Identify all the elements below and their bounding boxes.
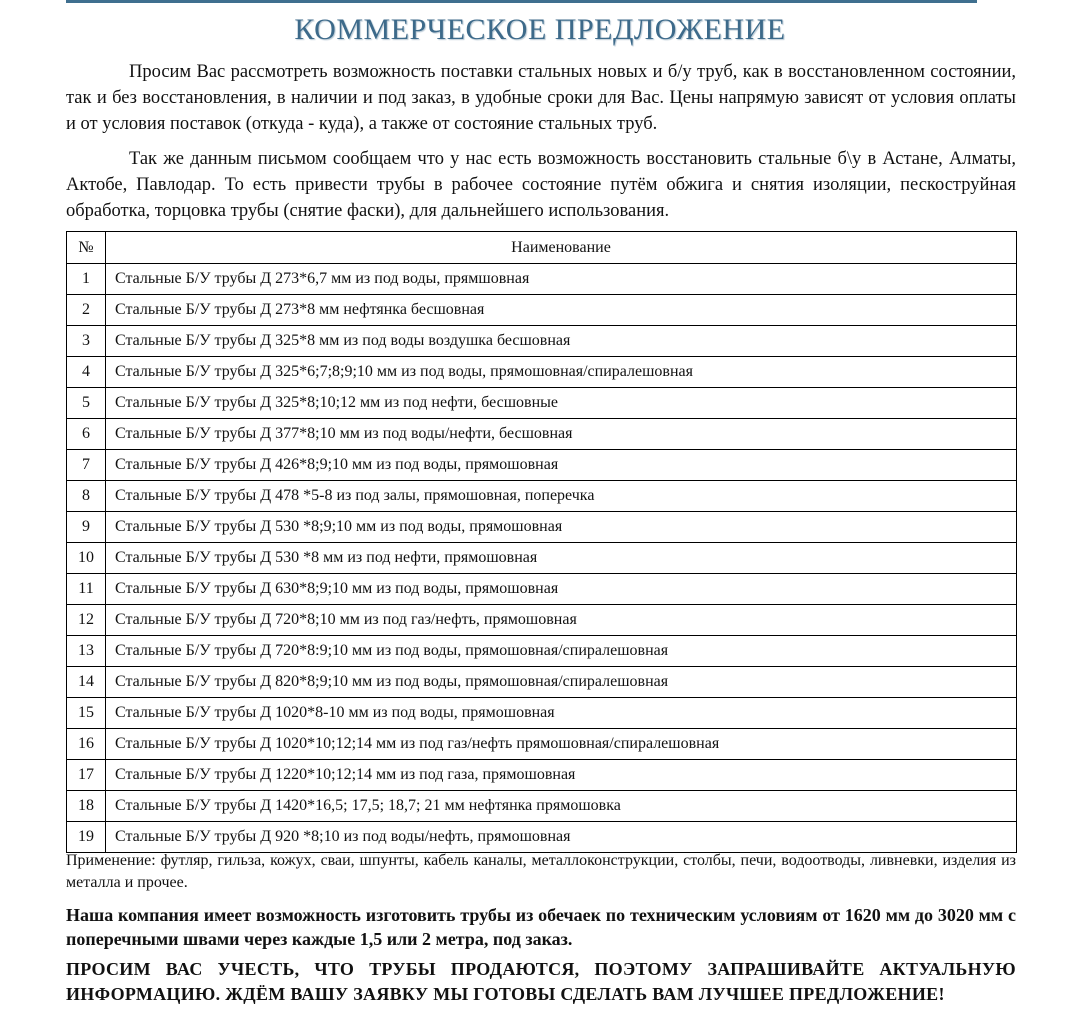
table-row — [67, 791, 1017, 822]
table-row — [67, 419, 1017, 450]
table-row — [67, 481, 1017, 512]
row-name: Стальные Б/У трубы Д 1420*16,5; 17,5; 18,7; 21 мм нефтянка прямошовка — [106, 791, 1017, 822]
row-number: 18 — [67, 791, 106, 822]
table-row — [67, 543, 1017, 574]
table-header-row — [67, 232, 1017, 264]
row-number: 6 — [67, 419, 106, 450]
table-row — [67, 574, 1017, 605]
row-name: Стальные Б/У трубы Д 1020*8-10 мм из под воды, прямошовная — [106, 698, 1017, 729]
closing-note: ПРОСИМ ВАС УЧЕСТЬ, ЧТО ТРУБЫ ПРОДАЮТСЯ, ПОЭТОМУ ЗАПРАШИВАЙТЕ АКТУАЛЬНУЮ ИНФОРМАЦИЮ. ЖДЁМ ВАШУ ЗАЯВКУ МЫ ГОТОВЫ СДЕЛАТЬ ВАМ ЛУЧШЕЕ ПРЕДЛОЖЕНИЕ! — [66, 959, 1016, 1004]
row-name: Стальные Б/У трубы Д 1220*10;12;14 мм из под газа, прямошовная — [106, 760, 1017, 791]
row-name: Стальные Б/У трубы Д 1020*10;12;14 мм из под газ/нефть прямошовная/спиралешовная — [106, 729, 1017, 760]
top-rule — [66, 0, 977, 3]
intro-paragraph: Просим Вас рассмотреть возможность поставки стальных новых и б/у труб, как в восстановленном состоянии, так и без восстановления, в наличии и под заказ, в удобные сроки для Вас. Цены напрямую зависят от условия оплаты и от условия поставок (откуда - куда), а также от состояние стальных труб. — [66, 62, 1016, 134]
row-name: Стальные Б/У трубы Д 530 *8;9;10 мм из под воды, прямошовная — [106, 512, 1017, 543]
table-row — [67, 605, 1017, 636]
row-number: 4 — [67, 357, 106, 388]
row-number: 19 — [67, 822, 106, 853]
table-row — [67, 388, 1017, 419]
row-number: 10 — [67, 543, 106, 574]
table-row — [67, 512, 1017, 543]
row-name: Стальные Б/У трубы Д 820*8;9;10 мм из под воды, прямошовная/спиралешовная — [106, 667, 1017, 698]
products-table — [66, 231, 1017, 853]
row-number: 2 — [67, 295, 106, 326]
row-name: Стальные Б/У трубы Д 377*8;10 мм из под воды/нефти, бесшовная — [106, 419, 1017, 450]
row-name: Стальные Б/У трубы Д 325*8 мм из под воды воздушка бесшовная — [106, 326, 1017, 357]
company-note: Наша компания имеет возможность изготовить трубы из обечаек по техническим условиям от 1620 мм до 3020 мм с поперечными швами через каждые 1,5 или 2 метра, под заказ. — [66, 905, 1016, 949]
row-name: Стальные Б/У трубы Д 325*6;7;8;9;10 мм из под воды, прямошовная/спиралешовная — [106, 357, 1017, 388]
row-number: 5 — [67, 388, 106, 419]
row-number: 9 — [67, 512, 106, 543]
application-note: Применение: футляр, гильза, кожух, сваи, шпунты, кабель каналы, металлоконструкции, столбы, печи, водоотводы, ливневки, изделия из металла и прочее. — [66, 852, 1016, 891]
row-number: 12 — [67, 605, 106, 636]
table-row — [67, 357, 1017, 388]
row-number: 16 — [67, 729, 106, 760]
row-number: 8 — [67, 481, 106, 512]
row-name: Стальные Б/У трубы Д 426*8;9;10 мм из под воды, прямошовная — [106, 450, 1017, 481]
restoration-paragraph: Так же данным письмом сообщаем что у нас есть возможность восстановить стальные б\у в Астане, Алматы, Актобе, Павлодар. То есть привести трубы в рабочее состояние путём обжига и снятия изоляции, пескоструйная обработка, торцовка трубы (снятие фаски), для дальнейшего использования. — [66, 149, 1016, 221]
table-row — [67, 760, 1017, 791]
row-name: Стальные Б/У трубы Д 720*8;10 мм из под газ/нефть, прямошовная — [106, 605, 1017, 636]
row-number: 14 — [67, 667, 106, 698]
row-name: Стальные Б/У трубы Д 325*8;10;12 мм из под нефти, бесшовные — [106, 388, 1017, 419]
row-name: Стальные Б/У трубы Д 530 *8 мм из под нефти, прямошовная — [106, 543, 1017, 574]
table-row — [67, 729, 1017, 760]
row-name: Стальные Б/У трубы Д 478 *5-8 из под залы, прямошовная, поперечка — [106, 481, 1017, 512]
row-name: Стальные Б/У трубы Д 273*6,7 мм из под воды, прямшовная — [106, 264, 1017, 295]
table-row — [67, 326, 1017, 357]
row-name: Стальные Б/У трубы Д 273*8 мм нефтянка бесшовная — [106, 295, 1017, 326]
header-num: № — [67, 232, 106, 264]
table-row — [67, 264, 1017, 295]
table-row — [67, 450, 1017, 481]
row-number: 11 — [67, 574, 106, 605]
row-number: 13 — [67, 636, 106, 667]
row-number: 15 — [67, 698, 106, 729]
row-number: 3 — [67, 326, 106, 357]
table-row — [67, 295, 1017, 326]
row-name: Стальные Б/У трубы Д 720*8:9;10 мм из под воды, прямошовная/спиралешовная — [106, 636, 1017, 667]
table-row — [67, 698, 1017, 729]
header-name: Наименование — [106, 232, 1017, 264]
table-row — [67, 667, 1017, 698]
row-number: 1 — [67, 264, 106, 295]
table-row — [67, 636, 1017, 667]
row-number: 7 — [67, 450, 106, 481]
row-name: Стальные Б/У трубы Д 920 *8;10 из под воды/нефть, прямошовная — [106, 822, 1017, 853]
row-number: 17 — [67, 760, 106, 791]
page-title: КОММЕРЧЕСКОЕ ПРЕДЛОЖЕНИЕ — [294, 13, 786, 46]
table-row — [67, 822, 1017, 853]
row-name: Стальные Б/У трубы Д 630*8;9;10 мм из под воды, прямошовная — [106, 574, 1017, 605]
